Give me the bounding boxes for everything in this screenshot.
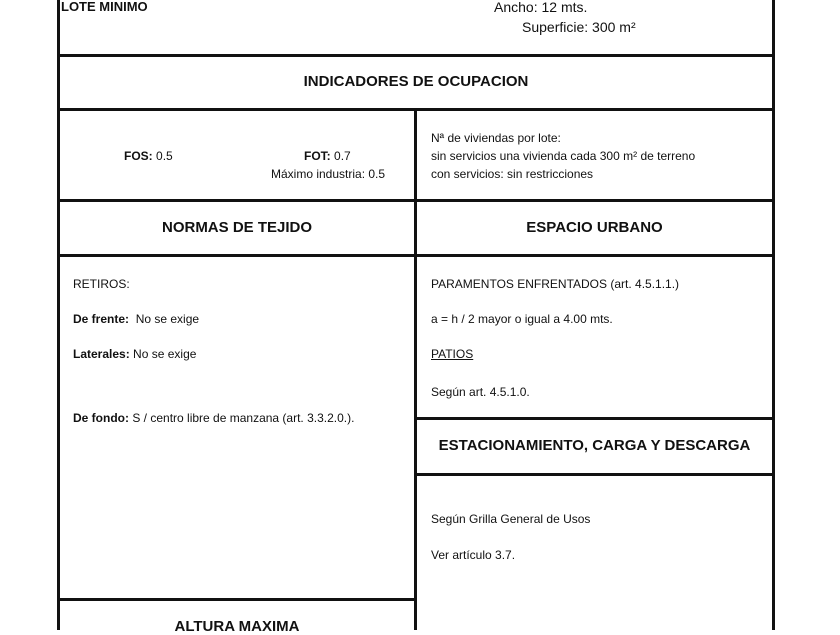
normas-tejido-header: NORMAS DE TEJIDO	[161, 219, 312, 236]
paramentos-enfrentados: PARAMENTOS ENFRENTADOS (art. 4.5.1.1.)	[431, 277, 680, 291]
laterales-label: Laterales:	[73, 347, 130, 361]
fot-label: FOT:	[304, 149, 331, 163]
fos-value	[124, 149, 173, 163]
altura-maxima-header: ALTURA MAXIMA	[174, 618, 300, 635]
fot-value	[304, 149, 351, 163]
lote-ancho: Ancho: 12 mts.	[494, 0, 588, 15]
viviendas-sin-servicios: sin servicios una vivienda cada 300 m² de terreno	[431, 149, 696, 163]
fondo-label: De fondo:	[73, 411, 129, 425]
frente-value: No se exige	[135, 312, 200, 326]
fos-number: 0.5	[156, 149, 173, 163]
espacio-urbano-header: ESPACIO URBANO	[526, 219, 663, 236]
frente-label: De frente:	[73, 312, 130, 326]
row-divider-1	[57, 54, 775, 57]
estacionamiento-articulo: Ver artículo 3.7.	[431, 548, 516, 562]
maximo-industria: Máximo industria: 0.5	[271, 167, 386, 181]
left-divider-altura	[57, 598, 417, 601]
retiro-laterales	[73, 347, 196, 361]
viviendas-title: Nª de viviendas por lote:	[431, 131, 561, 145]
table-border-right	[772, 0, 775, 630]
fot-number: 0.7	[334, 149, 351, 163]
lote-minimo-title: LOTE MINIMO	[61, 0, 148, 14]
lote-superficie: Superficie: 300 m²	[522, 19, 636, 35]
fos-label: FOS:	[124, 149, 153, 163]
indicadores-header: INDICADORES DE OCUPACION	[303, 73, 529, 90]
retiro-fondo	[73, 411, 354, 425]
estacionamiento-grilla: Según Grilla General de Usos	[431, 512, 591, 526]
table-border-left	[57, 0, 60, 630]
viviendas-con-servicios: con servicios: sin restricciones	[431, 167, 594, 181]
estacionamiento-header: ESTACIONAMIENTO, CARGA Y DESCARGA	[438, 437, 751, 454]
retiros-label: RETIROS:	[73, 277, 130, 291]
paramentos-formula: a = h / 2 mayor o igual a 4.00 mts.	[431, 312, 613, 326]
laterales-value: No se exige	[133, 347, 197, 361]
right-divider-estacionamiento-top	[414, 417, 775, 420]
fondo-value: S / centro libre de manzana (art. 3.3.2.0.).	[132, 411, 355, 425]
patios-segun: Según art. 4.5.1.0.	[431, 385, 530, 399]
retiro-frente	[73, 312, 199, 326]
right-divider-estacionamiento-bottom	[414, 473, 775, 476]
patios-label: PATIOS	[431, 347, 474, 361]
